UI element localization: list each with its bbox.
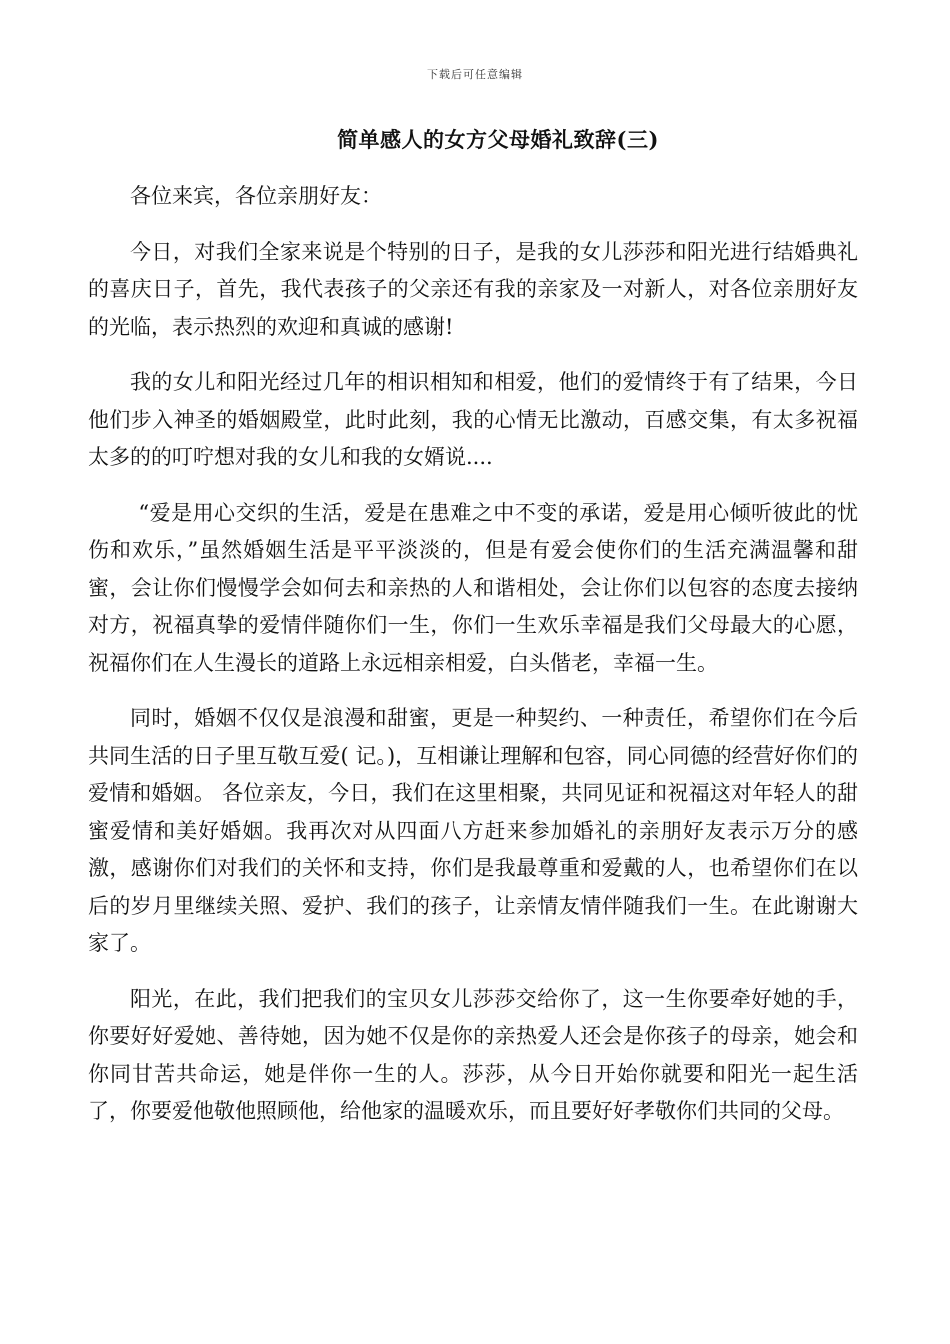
document-title: 简单感人的女方父母婚礼致辞(三) bbox=[337, 127, 659, 152]
paragraph-greeting: 各位来宾，各位亲朋好友： bbox=[130, 184, 382, 208]
paragraph-responsibility: 同时，婚姻不仅仅是浪漫和甜蜜，更是一种契约、一种责任，希望你们在今后共同生活的日子里互敬互爱( 记。)，互相谦让理解和包容，同心同德的经营好你们的爱情和婚姻。 各位亲友，今日，我们在这里相聚，共同见证和祝福这对年轻人的甜蜜爱情和美好婚姻。我再次对从四面八方赶来参加婚礼的亲朋好友表示万分的感激，感谢你们对我们的关怀和支持，你们是我最尊重和爱戴的人，也希望你们在以后的岁月里继续关照、爱护、我们的孩子，让亲情友情伴随我们一生。在此谢谢大家了。 bbox=[88, 706, 858, 955]
document-body bbox=[88, 178, 858, 1149]
paragraph-entrust: 阳光，在此，我们把我们的宝贝女儿莎莎交给你了，这一生你要牵好她的手，你要好好爱她、善待她，因为她不仅是你的亲热爱人还会是你孩子的母亲，她会和你同甘苦共命运，她是伴你一生的人。莎莎，从今日开始你就要和阳光一起生活了，你要爱他敬他照顾他，给他家的温暖欢乐，而且要好好孝敬你们共同的父母。 bbox=[88, 986, 858, 1123]
paragraph-love-story: 我的女儿和阳光经过几年的相识相知和相爱，他们的爱情终于有了结果，今日他们步入神圣的婚姻殿堂，此时此刻，我的心情无比激动，百感交集，有太多祝福太多的的叮咛想对我的女儿和我的女婿说.... bbox=[88, 370, 858, 469]
paragraph-blessing: “爱是用心交织的生活，爱是在患难之中不变的承诺，爱是用心倾听彼此的忧伤和欢乐，”虽然婚姻生活是平平淡淡的，但是有爱会使你们的生活充满温馨和甜蜜，会让你们慢慢学会如何去和亲热的人和谐相处，会让你们以包容的态度去接纳对方，祝福真挚的爱情伴随你们一生，你们一生欢乐幸福是我们父母最大的心愿，祝福你们在人生漫长的道路上永远相亲相爱，白头偕老，幸福一生。 bbox=[88, 500, 858, 675]
header-note: 下载后可任意编辑 bbox=[427, 68, 523, 81]
paragraph-welcome: 今日，对我们全家来说是个特别的日子，是我的女儿莎莎和阳光进行结婚典礼的喜庆日子，首先，我代表孩子的父亲还有我的亲家及一对新人，对各位亲朋好友的光临，表示热烈的欢迎和真诚的感谢! bbox=[88, 239, 858, 339]
